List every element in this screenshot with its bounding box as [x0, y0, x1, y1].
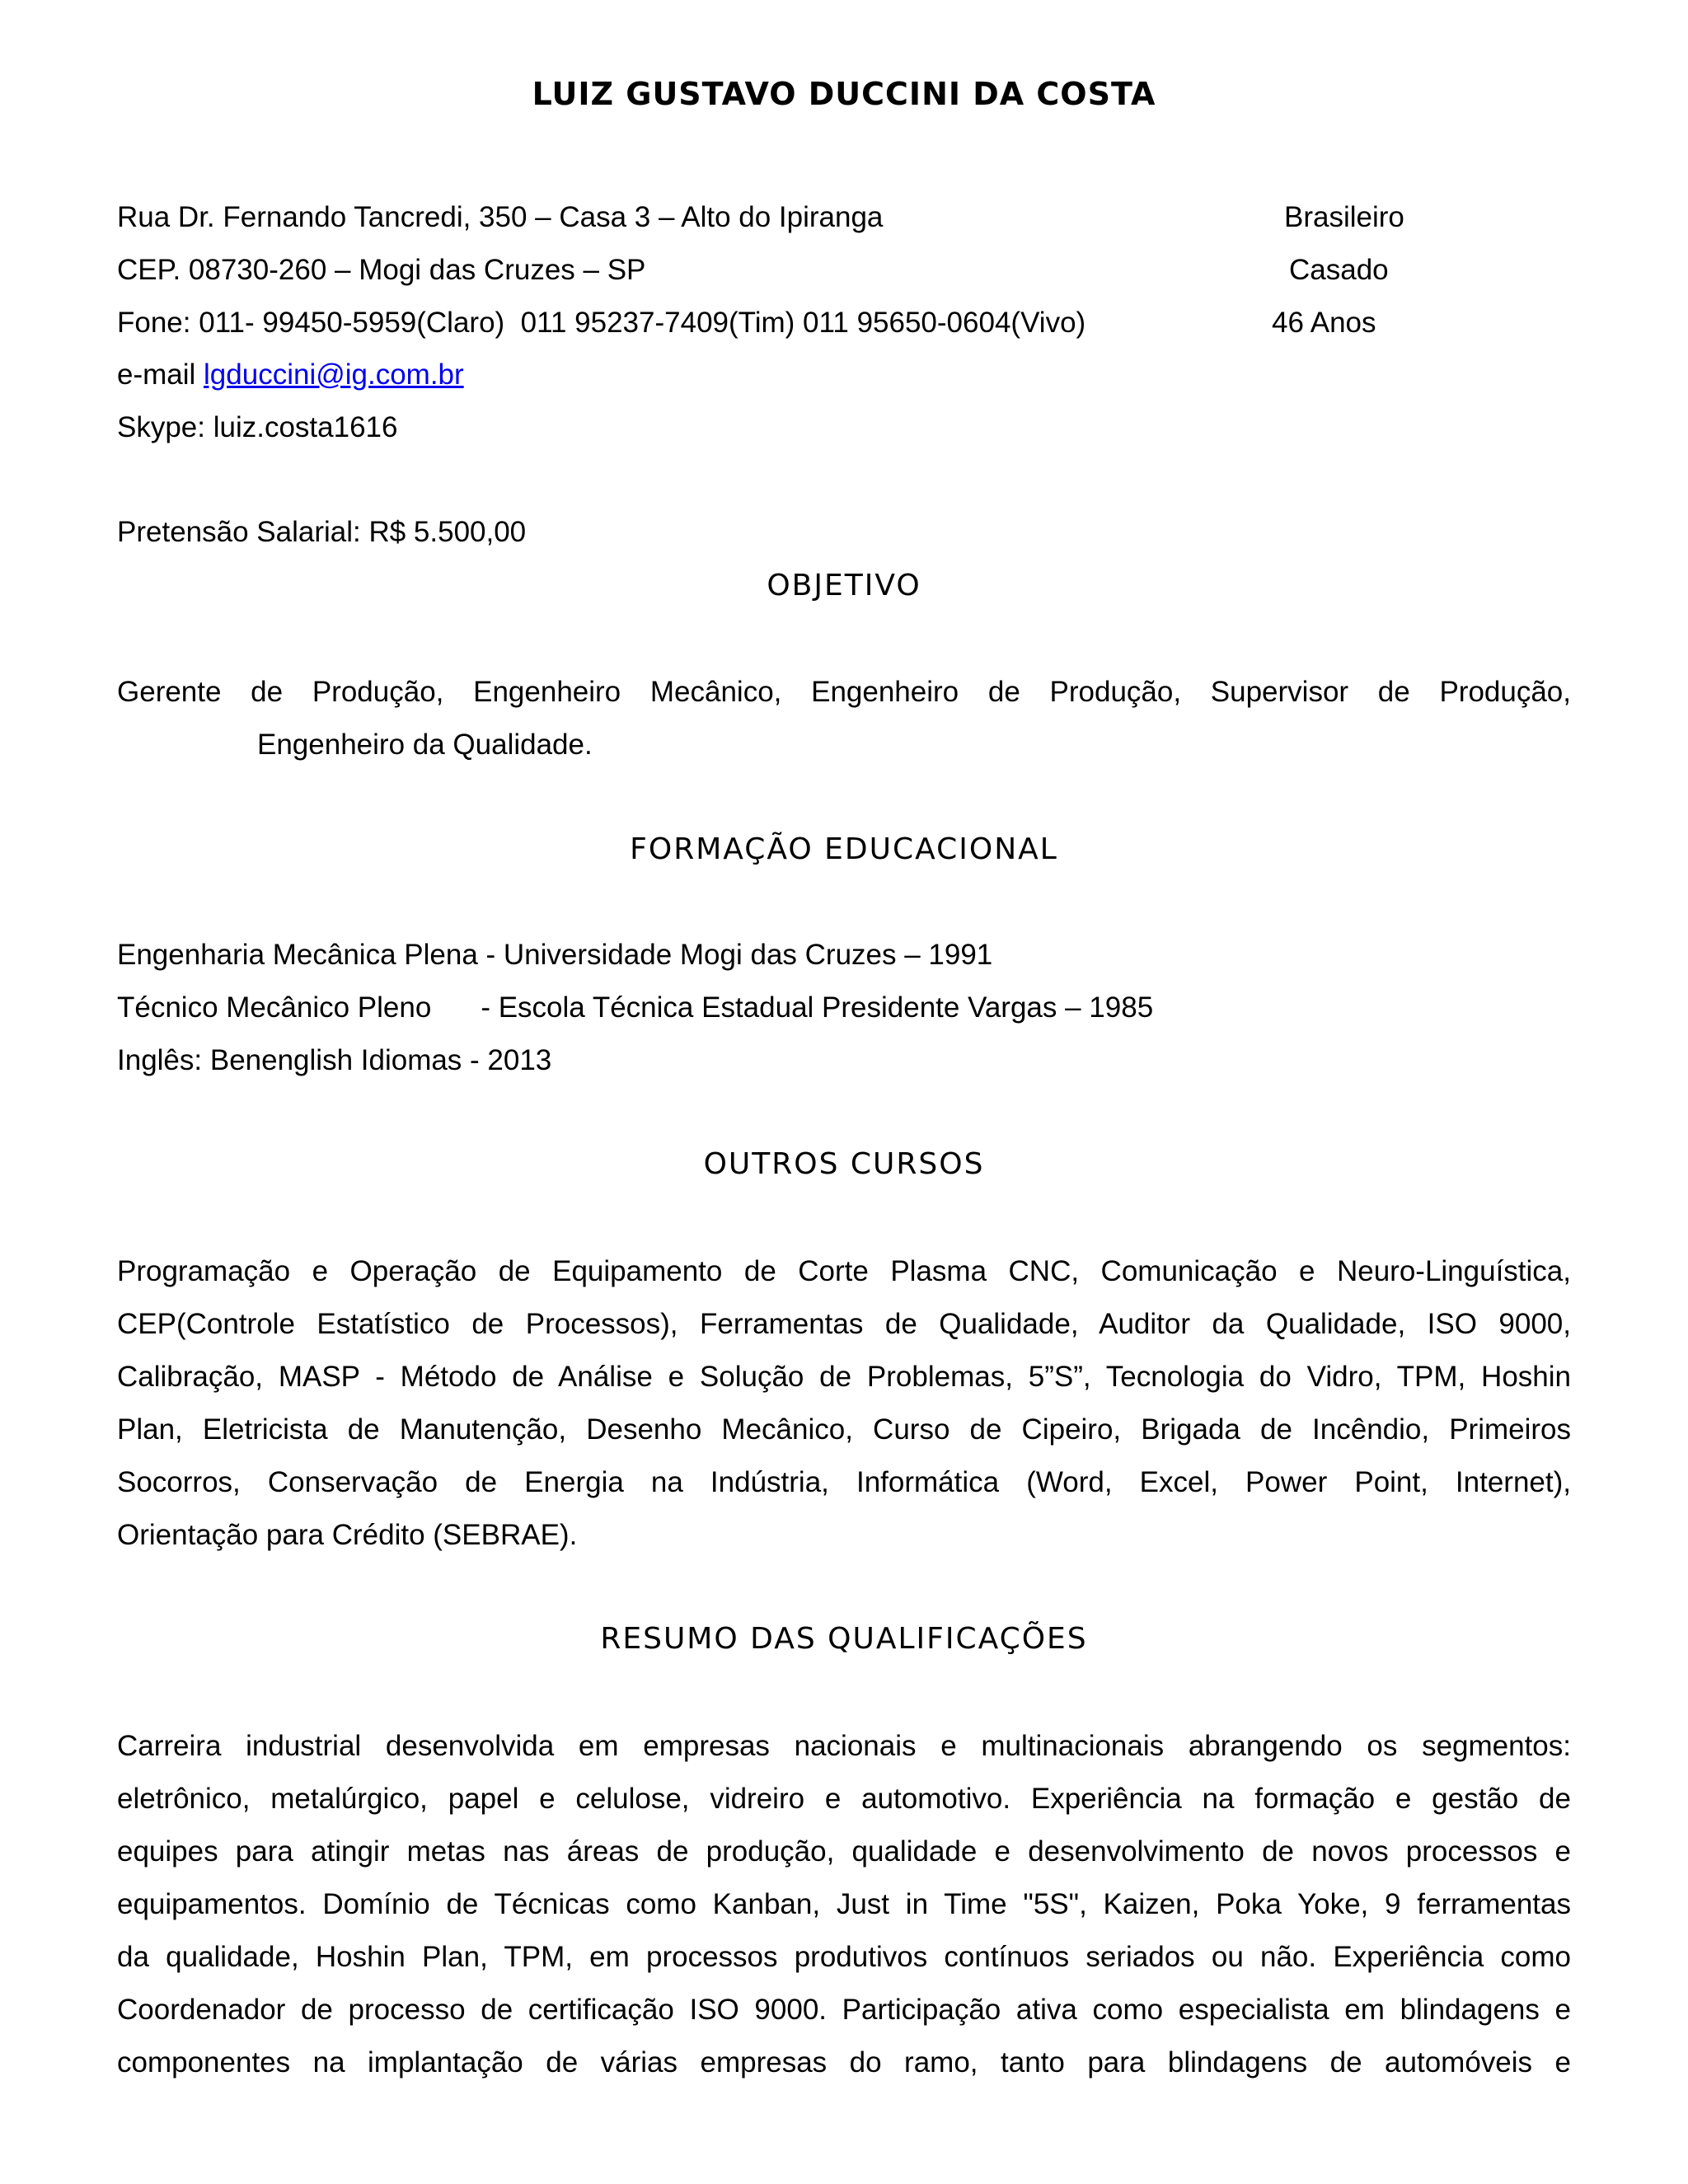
qualifications-line: Carreira industrial desenvolvida em empresas nacionais e multinacionais abrangendo os segmentos: [117, 1730, 1571, 1762]
email-line [117, 357, 464, 393]
objective-line: Gerente de Produção, Engenheiro Mecânico, Engenheiro de Produção, Supervisor de Produção, [117, 676, 1571, 708]
qualifications-line: componentes na implantação de várias empresas do ramo, tanto para blindagens de automóveis e [117, 2046, 1571, 2079]
candidate-name: LUIZ GUSTAVO DUCCINI DA COSTA [532, 76, 1156, 112]
cep-line: CEP. 08730-260 – Mogi das Cruzes – SP [117, 254, 646, 286]
skype-line: Skype: luiz.costa1616 [117, 411, 398, 443]
email-label: e-mail [117, 359, 204, 391]
email-link[interactable]: lgduccini@ig.com.br [204, 359, 464, 391]
nationality: Brasileiro [1284, 201, 1404, 233]
address-line: Rua Dr. Fernando Tancredi, 350 – Casa 3 – Alto do Ipiranga [117, 201, 884, 233]
education-item-2-course: Técnico Mecânico Pleno [117, 991, 432, 1024]
courses-line: Programação e Operação de Equipamento de Corte Plasma CNC, Comunicação e Neuro-Linguística, [117, 1255, 1571, 1287]
qualifications-line: eletrônico, metalúrgico, papel e celulose, vidreiro e automotivo. Experiência na formação e gestão de [117, 1783, 1571, 1815]
qualifications-paragraph [117, 1720, 1571, 2089]
qualifications-line: equipes para atingir metas nas áreas de produção, qualidade e desenvolvimento de novos processos e [117, 1835, 1571, 1868]
qualifications-line: da qualidade, Hoshin Plan, TPM, em processos produtivos contínuos seriados ou não. Experiência como [117, 1941, 1571, 1973]
section-heading-objetivo: OBJETIVO [767, 569, 921, 602]
salary-line: Pretensão Salarial: R$ 5.500,00 [117, 516, 527, 548]
objective-line-2: Engenheiro da Qualidade. [257, 729, 593, 761]
education-item-2 [117, 990, 1153, 1026]
courses-paragraph [117, 1245, 1571, 1562]
section-heading-cursos: OUTROS CURSOS [703, 1147, 985, 1181]
courses-line: Plan, Eletricista de Manutenção, Desenho Mecânico, Curso de Cipeiro, Brigada de Incêndio, Primeiros [117, 1413, 1571, 1446]
phone-line: Fone: 011- 99450-5959(Claro) 011 95237-7409(Tim) 011 95650-0604(Vivo) [117, 307, 1086, 339]
courses-line: Orientação para Crédito (SEBRAE). [117, 1519, 578, 1551]
qualifications-line: Coordenador de processo de certificação ISO 9000. Participação ativa como especialista em blindagens e [117, 1994, 1571, 2026]
objective-paragraph [117, 666, 1571, 719]
education-item-1: Engenharia Mecânica Plena - Universidade Mogi das Cruzes – 1991 [117, 939, 993, 971]
marital-status: Casado [1289, 254, 1389, 286]
courses-line: Socorros, Conservação de Energia na Indústria, Informática (Word, Excel, Power Point, Internet), [117, 1466, 1571, 1498]
courses-line: Calibração, MASP - Método de Análise e Solução de Problemas, 5”S”, Tecnologia do Vidro, TPM, Hoshin [117, 1361, 1571, 1393]
section-heading-formacao: FORMAÇÃO EDUCACIONAL [630, 832, 1058, 866]
qualifications-line: equipamentos. Domínio de Técnicas como Kanban, Just in Time "5S", Kaizen, Poka Yoke, 9 ferramentas [117, 1888, 1571, 1920]
education-item-3: Inglês: Benenglish Idiomas - 2013 [117, 1044, 552, 1076]
education-item-2-school: - Escola Técnica Estadual Presidente Vargas – 1985 [481, 991, 1154, 1024]
section-heading-qualificacoes: RESUMO DAS QUALIFICAÇÕES [600, 1622, 1088, 1656]
courses-line: CEP(Controle Estatístico de Processos), Ferramentas de Qualidade, Auditor da Qualidade, ISO 9000, [117, 1308, 1571, 1340]
age: 46 Anos [1272, 307, 1376, 339]
